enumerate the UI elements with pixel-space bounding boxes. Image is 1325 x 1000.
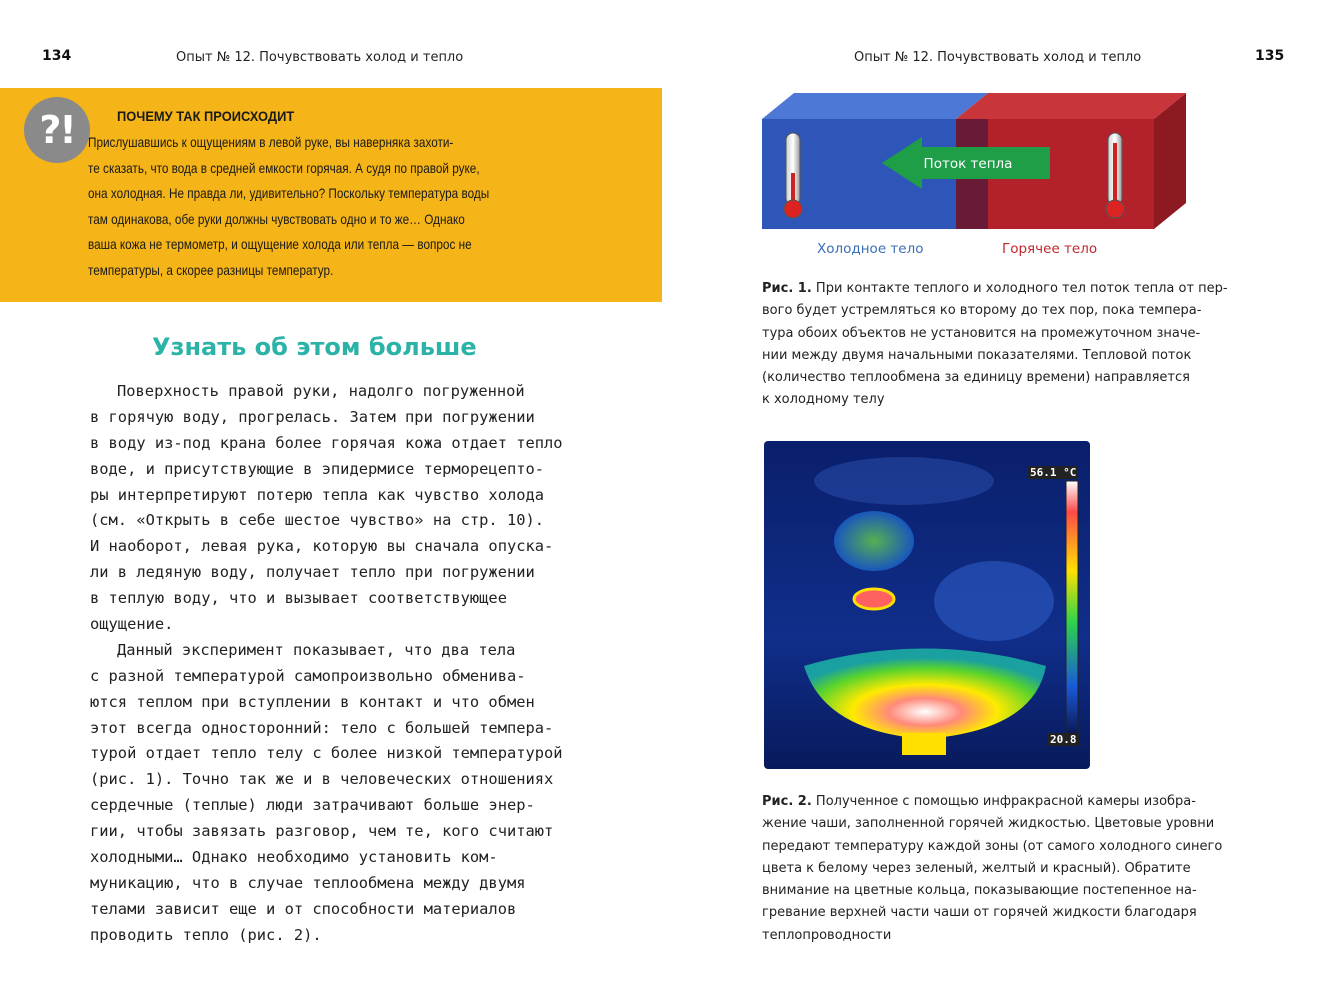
thermal-region bbox=[814, 457, 994, 505]
text-line: ли в ледяную воду, получает тепло при погружении bbox=[90, 563, 535, 582]
text-line: Поверхность правой руки, надолго погруженной bbox=[117, 382, 525, 400]
text-line: турой отдает тепло телу с более низкой температурой bbox=[90, 744, 563, 763]
text-line: она холодная. Не правда ли, удивительно? Поскольку температура воды bbox=[88, 185, 490, 201]
text-line: (количество теплообмена за единицу времени) направляется bbox=[762, 370, 1190, 386]
text-line: жение чаши, заполненной горячей жидкостью. Цветовые уровни bbox=[762, 816, 1215, 832]
text-line: ощущение. bbox=[90, 615, 174, 634]
text-line: вого будет устремляться ко второму до тех пор, пока темпера- bbox=[762, 303, 1202, 319]
text-line: ваша кожа не термометр, и ощущение холода или тепла — вопрос не bbox=[88, 236, 472, 252]
text-line bbox=[762, 791, 1242, 813]
text-line: температуры, а скорее разницы температур. bbox=[88, 261, 334, 278]
caption-text: При контакте теплого и холодного тел поток тепла от пер- bbox=[811, 281, 1228, 296]
text-line: в горячую воду, прогрелась. Затем при погружении bbox=[90, 407, 535, 426]
text-line: те сказать, что вода в средней емкости горячая. А судя по правой руке, bbox=[88, 159, 480, 176]
figure2-caption bbox=[762, 791, 1242, 947]
text-line: тура обоих объектов не установится на промежуточном значе- bbox=[762, 325, 1201, 341]
figure1-caption bbox=[762, 278, 1242, 412]
text-line: в воду из-под крана более горячая кожа отдает тепло bbox=[90, 433, 563, 452]
text-line: муникацию, что в случае теплообмена между двумя bbox=[90, 873, 526, 892]
text-line: И наоборот, левая рука, которую вы сначала опуска- bbox=[90, 537, 554, 556]
text-line: телами зависит еще и от способности материалов bbox=[90, 899, 517, 918]
text-line: Прислушавшись к ощущениям в левой руке, вы наверняка захоти- bbox=[88, 134, 454, 150]
hot-thermometer-icon bbox=[1106, 133, 1124, 218]
text-line bbox=[762, 278, 1242, 300]
text-line: в теплую воду, что и вызывает соответствующее bbox=[90, 589, 507, 608]
thermal-hand bbox=[834, 511, 914, 571]
caption-label: Рис. 2. bbox=[762, 794, 812, 809]
text-line: гии, чтобы завязать разговор, чем те, кого считают bbox=[90, 822, 554, 841]
hot-block-top bbox=[956, 93, 1186, 119]
text-line: с разной температурой самопроизвольно обменива- bbox=[90, 666, 526, 685]
text-line: (см. «Открыть в себе шестое чувство» на стр. 10). bbox=[90, 511, 545, 530]
caption-label: Рис. 1. bbox=[762, 281, 812, 296]
running-header-right: Опыт № 12. Почувствовать холод и тепло bbox=[854, 50, 1142, 65]
why-box-text bbox=[88, 130, 584, 283]
text-line: ры интерпретируют потерю тепла как чувство холода bbox=[90, 485, 545, 504]
caption-text: Полученное с помощью инфракрасной камеры изобра- bbox=[811, 794, 1196, 809]
thermal-region bbox=[934, 561, 1054, 641]
cold-block-top bbox=[762, 93, 988, 119]
text-line: теплопроводности bbox=[762, 927, 892, 943]
text-line: этот всегда односторонний: тело с большей темпера- bbox=[90, 718, 554, 737]
text-line: Данный эксперимент показывает, что два тела bbox=[117, 640, 516, 659]
hot-body-label: Горячее тело bbox=[1002, 241, 1098, 257]
thermal-spoon bbox=[854, 589, 894, 609]
section-heading: Узнать об этом больше bbox=[152, 333, 477, 361]
thermal-bowl-base bbox=[902, 733, 946, 755]
why-box-title: ПОЧЕМУ ТАК ПРОИСХОДИТ bbox=[117, 108, 295, 124]
cold-thermometer-icon bbox=[784, 133, 802, 218]
cold-body-label: Холодное тело bbox=[817, 241, 924, 257]
page-number-left: 134 bbox=[42, 48, 72, 64]
text-line: холодными… Однако необходимо установить ком- bbox=[90, 848, 498, 867]
question-exclamation-icon: ?! bbox=[24, 97, 90, 163]
heat-flow-label: Поток тепла bbox=[923, 156, 1013, 172]
heat-flow-diagram bbox=[762, 93, 1186, 233]
page-number-right: 135 bbox=[1255, 48, 1285, 64]
temperature-scale-bar bbox=[1066, 481, 1078, 737]
text-line: к холодному телу bbox=[762, 392, 885, 408]
text-line: проводить тепло (рис. 2). bbox=[90, 925, 322, 944]
text-line: гревание верхней части чаши от горячей жидкости благодаря bbox=[762, 905, 1197, 921]
text-line: воде, и присутствующие в эпидермисе терморецепто- bbox=[90, 459, 545, 478]
text-line: нии между двумя начальными показателями. Тепловой поток bbox=[762, 347, 1192, 363]
text-line: цвета к белому через зеленый, желтый и красный). Обратите bbox=[762, 860, 1191, 876]
body-text bbox=[90, 379, 563, 949]
scale-min-label: 20.8 bbox=[1050, 733, 1077, 746]
text-line: сердечные (теплые) люди затрачивают больше энер- bbox=[90, 796, 535, 815]
running-header-left: Опыт № 12. Почувствовать холод и тепло bbox=[176, 50, 464, 65]
text-line: там одинакова, обе руки должны чувствовать одно и то же… Однако bbox=[88, 210, 465, 227]
thermal-image bbox=[764, 441, 1090, 769]
text-line: передают температуру каждой зоны (от самого холодного синего bbox=[762, 838, 1223, 854]
text-line: внимание на цветные кольца, показывающие постепенное на- bbox=[762, 883, 1197, 899]
text-line: (рис. 1). Точно так же и в человеческих отношениях bbox=[90, 770, 554, 789]
scale-max-label: 56.1 °C bbox=[1030, 466, 1077, 479]
text-line: ются теплом при вступлении в контакт и что обмен bbox=[90, 692, 535, 711]
